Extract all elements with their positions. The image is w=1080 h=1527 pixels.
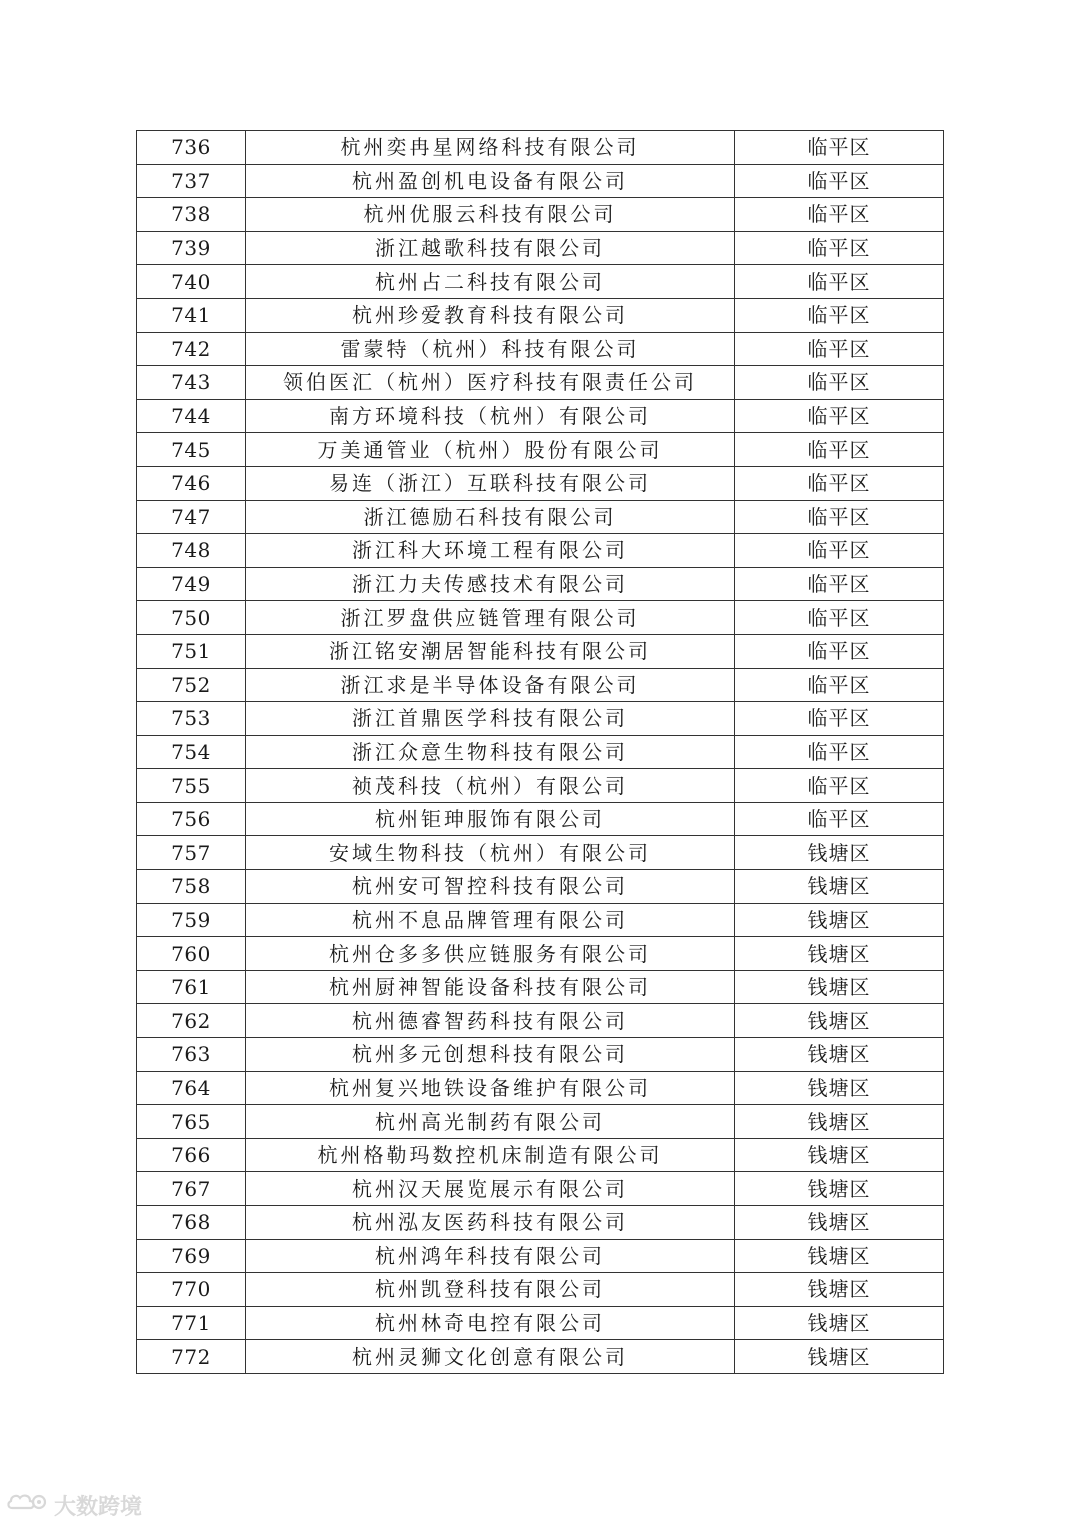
table-row	[137, 332, 944, 366]
district-cell: 钱塘区	[735, 970, 944, 1004]
row-number-cell: 737	[137, 164, 246, 198]
district-cell: 钱塘区	[735, 1306, 944, 1340]
table-row	[137, 298, 944, 332]
row-number-cell: 767	[137, 1172, 246, 1206]
table-row	[137, 1071, 944, 1105]
row-number-cell: 748	[137, 534, 246, 568]
company-name-cell: 杭州安可智控科技有限公司	[246, 870, 735, 904]
row-number-cell: 762	[137, 1004, 246, 1038]
table-row	[137, 231, 944, 265]
district-cell: 钱塘区	[735, 1004, 944, 1038]
table-row	[137, 131, 944, 165]
table-row	[137, 366, 944, 400]
company-name-cell: 浙江求是半导体设备有限公司	[246, 668, 735, 702]
district-cell: 临平区	[735, 366, 944, 400]
district-cell: 临平区	[735, 466, 944, 500]
table-row	[137, 970, 944, 1004]
district-cell: 临平区	[735, 298, 944, 332]
district-cell: 临平区	[735, 164, 944, 198]
company-name-cell: 浙江科大环境工程有限公司	[246, 534, 735, 568]
company-name-cell: 杭州奕冉星网络科技有限公司	[246, 131, 735, 165]
company-name-cell: 杭州厨神智能设备科技有限公司	[246, 970, 735, 1004]
row-number-cell: 738	[137, 198, 246, 232]
row-number-cell: 761	[137, 970, 246, 1004]
district-cell: 钱塘区	[735, 903, 944, 937]
company-name-cell: 浙江罗盘供应链管理有限公司	[246, 601, 735, 635]
company-list-table-container	[136, 130, 944, 1374]
company-name-cell: 浙江越歌科技有限公司	[246, 231, 735, 265]
table-row	[137, 164, 944, 198]
district-cell: 临平区	[735, 534, 944, 568]
row-number-cell: 765	[137, 1105, 246, 1139]
table-row	[137, 903, 944, 937]
table-body	[137, 131, 944, 1374]
table-row	[137, 500, 944, 534]
company-name-cell: 杭州仓多多供应链服务有限公司	[246, 937, 735, 971]
row-number-cell: 756	[137, 802, 246, 836]
district-cell: 临平区	[735, 735, 944, 769]
row-number-cell: 772	[137, 1340, 246, 1374]
row-number-cell: 755	[137, 769, 246, 803]
row-number-cell: 753	[137, 702, 246, 736]
row-number-cell: 770	[137, 1273, 246, 1307]
table-row	[137, 1172, 944, 1206]
row-number-cell: 769	[137, 1239, 246, 1273]
company-name-cell: 杭州灵狮文化创意有限公司	[246, 1340, 735, 1374]
company-name-cell: 杭州汉天展览展示有限公司	[246, 1172, 735, 1206]
table-row	[137, 836, 944, 870]
company-name-cell: 浙江众意生物科技有限公司	[246, 735, 735, 769]
table-row	[137, 399, 944, 433]
company-name-cell: 领伯医汇（杭州）医疗科技有限责任公司	[246, 366, 735, 400]
company-name-cell: 杭州占二科技有限公司	[246, 265, 735, 299]
cloud-logo-icon	[6, 1490, 50, 1520]
company-name-cell: 杭州鸿年科技有限公司	[246, 1239, 735, 1273]
district-cell: 钱塘区	[735, 1273, 944, 1307]
table-row	[137, 802, 944, 836]
district-cell: 临平区	[735, 769, 944, 803]
district-cell: 临平区	[735, 198, 944, 232]
row-number-cell: 747	[137, 500, 246, 534]
company-name-cell: 杭州钜珅服饰有限公司	[246, 802, 735, 836]
company-name-cell: 杭州德睿智药科技有限公司	[246, 1004, 735, 1038]
table-row	[137, 265, 944, 299]
row-number-cell: 744	[137, 399, 246, 433]
row-number-cell: 754	[137, 735, 246, 769]
table-row	[137, 870, 944, 904]
row-number-cell: 741	[137, 298, 246, 332]
company-name-cell: 易连（浙江）互联科技有限公司	[246, 466, 735, 500]
company-name-cell: 南方环境科技（杭州）有限公司	[246, 399, 735, 433]
table-row	[137, 735, 944, 769]
table-row	[137, 433, 944, 467]
company-name-cell: 杭州凯登科技有限公司	[246, 1273, 735, 1307]
district-cell: 钱塘区	[735, 1206, 944, 1240]
row-number-cell: 752	[137, 668, 246, 702]
district-cell: 钱塘区	[735, 1239, 944, 1273]
row-number-cell: 749	[137, 567, 246, 601]
row-number-cell: 771	[137, 1306, 246, 1340]
row-number-cell: 736	[137, 131, 246, 165]
table-row	[137, 534, 944, 568]
table-row	[137, 1340, 944, 1374]
company-name-cell: 浙江铭安潮居智能科技有限公司	[246, 634, 735, 668]
row-number-cell: 763	[137, 1038, 246, 1072]
table-row	[137, 466, 944, 500]
company-name-cell: 浙江首鼎医学科技有限公司	[246, 702, 735, 736]
company-name-cell: 杭州复兴地铁设备维护有限公司	[246, 1071, 735, 1105]
company-name-cell: 杭州珍爱教育科技有限公司	[246, 298, 735, 332]
company-name-cell: 杭州盈创机电设备有限公司	[246, 164, 735, 198]
watermark	[6, 1490, 142, 1520]
district-cell: 临平区	[735, 702, 944, 736]
district-cell: 钱塘区	[735, 1172, 944, 1206]
table-row	[137, 198, 944, 232]
district-cell: 钱塘区	[735, 870, 944, 904]
district-cell: 临平区	[735, 500, 944, 534]
district-cell: 钱塘区	[735, 1038, 944, 1072]
table-row	[137, 937, 944, 971]
row-number-cell: 759	[137, 903, 246, 937]
district-cell: 临平区	[735, 131, 944, 165]
company-name-cell: 杭州多元创想科技有限公司	[246, 1038, 735, 1072]
company-list-table	[136, 130, 944, 1374]
district-cell: 钱塘区	[735, 836, 944, 870]
watermark-text: 大数跨境	[54, 1494, 143, 1520]
row-number-cell: 766	[137, 1138, 246, 1172]
district-cell: 临平区	[735, 332, 944, 366]
district-cell: 临平区	[735, 265, 944, 299]
district-cell: 钱塘区	[735, 1105, 944, 1139]
company-name-cell: 杭州林奇电控有限公司	[246, 1306, 735, 1340]
table-row	[137, 702, 944, 736]
table-row	[137, 1138, 944, 1172]
company-name-cell: 杭州格勒玛数控机床制造有限公司	[246, 1138, 735, 1172]
district-cell: 临平区	[735, 601, 944, 635]
row-number-cell: 742	[137, 332, 246, 366]
row-number-cell: 745	[137, 433, 246, 467]
company-name-cell: 浙江力夫传感技术有限公司	[246, 567, 735, 601]
district-cell: 临平区	[735, 567, 944, 601]
row-number-cell: 740	[137, 265, 246, 299]
row-number-cell: 750	[137, 601, 246, 635]
company-name-cell: 杭州优服云科技有限公司	[246, 198, 735, 232]
district-cell: 临平区	[735, 634, 944, 668]
district-cell: 临平区	[735, 231, 944, 265]
company-name-cell: 雷蒙特（杭州）科技有限公司	[246, 332, 735, 366]
company-name-cell: 杭州泓友医药科技有限公司	[246, 1206, 735, 1240]
table-row	[137, 668, 944, 702]
table-row	[137, 1206, 944, 1240]
company-name-cell: 安域生物科技（杭州）有限公司	[246, 836, 735, 870]
company-name-cell: 杭州高光制药有限公司	[246, 1105, 735, 1139]
table-row	[137, 567, 944, 601]
table-row	[137, 1306, 944, 1340]
district-cell: 钱塘区	[735, 1138, 944, 1172]
company-name-cell: 杭州不息品牌管理有限公司	[246, 903, 735, 937]
district-cell: 钱塘区	[735, 1071, 944, 1105]
row-number-cell: 760	[137, 937, 246, 971]
table-row	[137, 1004, 944, 1038]
row-number-cell: 764	[137, 1071, 246, 1105]
table-row	[137, 769, 944, 803]
district-cell: 钱塘区	[735, 1340, 944, 1374]
table-row	[137, 601, 944, 635]
district-cell: 临平区	[735, 433, 944, 467]
district-cell: 临平区	[735, 399, 944, 433]
district-cell: 临平区	[735, 802, 944, 836]
district-cell: 临平区	[735, 668, 944, 702]
row-number-cell: 751	[137, 634, 246, 668]
table-row	[137, 1105, 944, 1139]
table-row	[137, 1239, 944, 1273]
company-name-cell: 浙江德励石科技有限公司	[246, 500, 735, 534]
district-cell: 钱塘区	[735, 937, 944, 971]
row-number-cell: 757	[137, 836, 246, 870]
row-number-cell: 746	[137, 466, 246, 500]
table-row	[137, 1038, 944, 1072]
company-name-cell: 万美通管业（杭州）股份有限公司	[246, 433, 735, 467]
row-number-cell: 739	[137, 231, 246, 265]
row-number-cell: 768	[137, 1206, 246, 1240]
table-row	[137, 1273, 944, 1307]
table-row	[137, 634, 944, 668]
row-number-cell: 758	[137, 870, 246, 904]
company-name-cell: 祯茂科技（杭州）有限公司	[246, 769, 735, 803]
row-number-cell: 743	[137, 366, 246, 400]
